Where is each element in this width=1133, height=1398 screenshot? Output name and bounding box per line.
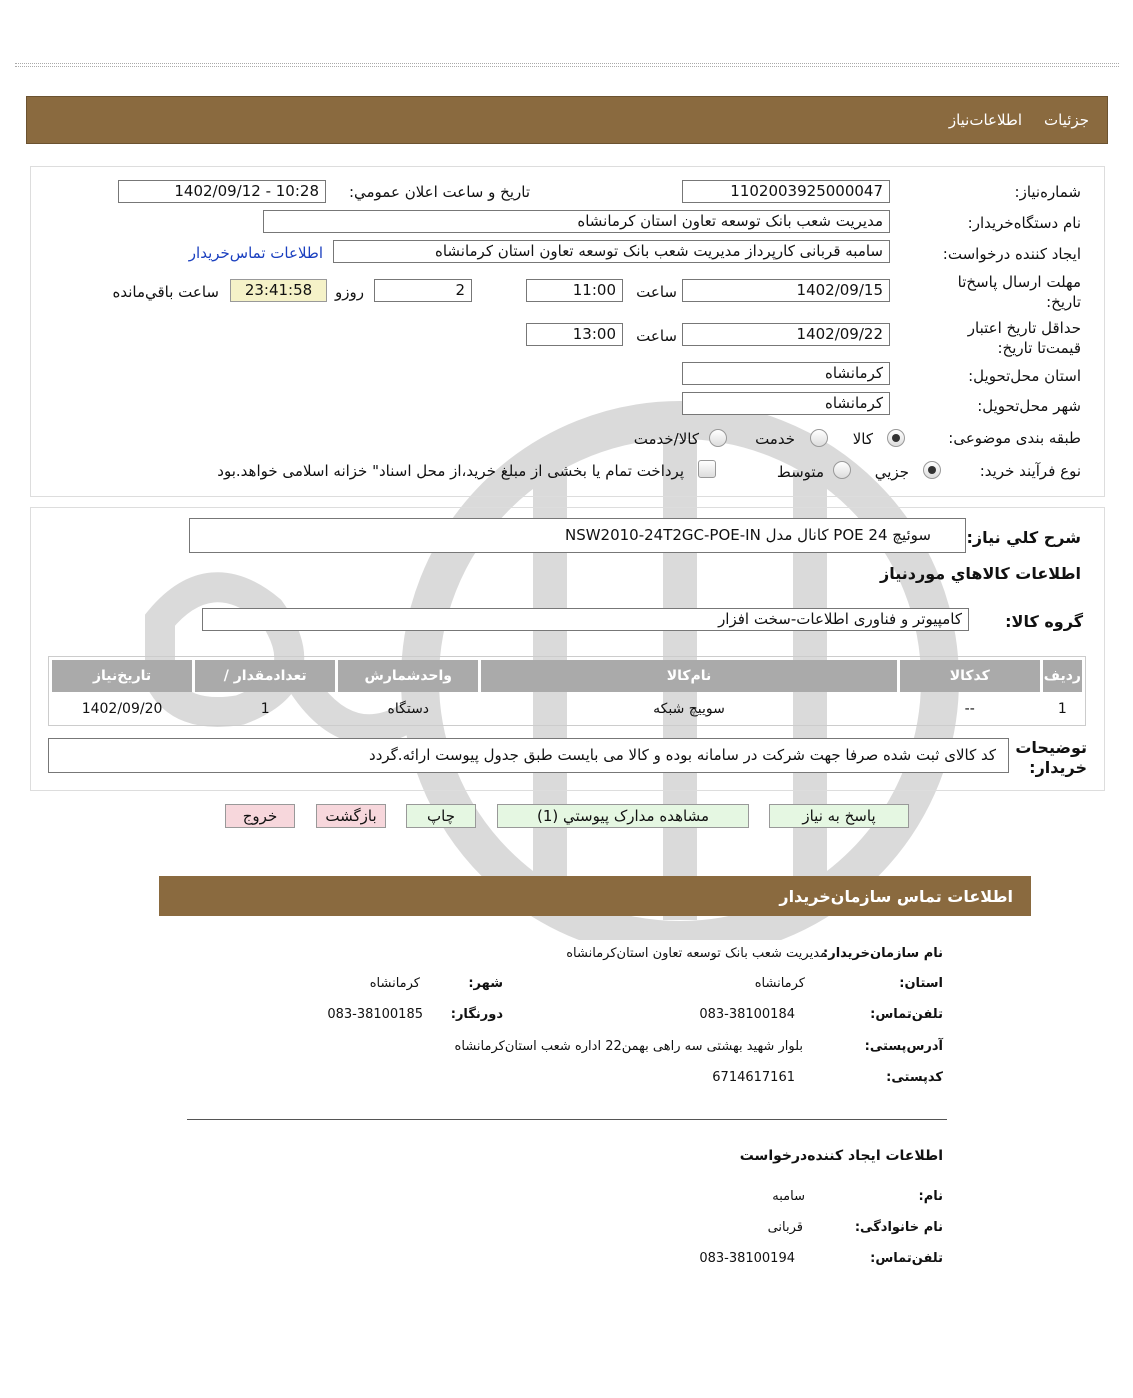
category-goods-radio[interactable]: [887, 429, 905, 447]
creator-family-label: نام خانوادگی:: [854, 1220, 943, 1235]
reply-button[interactable]: پاسخ به نياز: [769, 804, 909, 828]
org-name-value: مدیریت شعب بانک توسعه تعاون استان‌کرمانشاه: [566, 946, 827, 961]
contact-province-label: استان:: [899, 976, 943, 991]
category-goods-service-label: کالا/خدمت: [633, 430, 699, 448]
city-field: کرمانشاه: [682, 392, 890, 415]
postal-code-value: 6714617161: [712, 1070, 795, 1085]
contact-phone-label: تلفن‌تماس:: [870, 1007, 943, 1022]
table-row: [52, 695, 1082, 723]
validity-time-field: 13:00: [526, 323, 623, 346]
view-attachments-button[interactable]: مشاهده مدارک پيوستي (1): [497, 804, 749, 828]
creator-phone-value: 083-38100194: [699, 1251, 795, 1266]
header-bar: [26, 96, 1108, 144]
category-service-label: خدمت: [755, 430, 795, 448]
treasury-payment-checkbox[interactable]: [698, 460, 716, 478]
goods-table-frame: [48, 656, 1086, 726]
category-label: طبقه بندی موضوعی:: [948, 429, 1081, 447]
creator-label: ایجاد کننده درخواست:: [942, 245, 1081, 263]
buyer-notes-label: توضیحات خریدار:: [1015, 738, 1087, 777]
buyer-contact-title: [159, 876, 1031, 916]
col-qty: تعدادمقدار /: [195, 660, 335, 692]
contact-city-value: کرمانشاه: [369, 976, 420, 991]
goods-group-label: گروه کالا:: [1005, 612, 1083, 631]
process-label: نوع فرآیند خرید:: [979, 462, 1081, 480]
col-name: نام‌کالا: [481, 660, 896, 692]
col-row: رديف: [1043, 660, 1082, 692]
creator-family-value: قربانی: [767, 1220, 803, 1235]
contact-address-value: بلوار شهید بهشتی سه راهی بهمن22 اداره شعب استان‌کرمانشاه: [454, 1039, 803, 1054]
col-code: کدکالا: [900, 660, 1040, 692]
goods-table-header: [52, 660, 1082, 692]
cell-name: سوییچ شبکه: [653, 701, 725, 717]
announce-field: 1402/09/12 - 10:28: [118, 180, 326, 203]
goods-table: [49, 657, 1085, 726]
cell-row: 1: [1057, 701, 1067, 717]
province-field: کرمانشاه: [682, 362, 890, 385]
category-goods-label: کالا: [852, 430, 873, 448]
creator-info-title: اطلاعات ایجاد کننده‌درخواست: [739, 1148, 943, 1164]
process-partial-label: جزيي: [874, 463, 909, 481]
validity-time-label: ساعت: [636, 327, 677, 345]
tab-need-info[interactable]: اطلاعات‌نیاز: [948, 111, 1023, 129]
print-button[interactable]: چاپ: [406, 804, 476, 828]
cell-qty: 1: [260, 701, 270, 717]
buyer-field: مدیریت شعب بانک توسعه تعاون استان کرمانشاه: [263, 210, 890, 233]
creator-name-value: سامبه: [772, 1189, 805, 1204]
contact-province-value: کرمانشاه: [754, 976, 805, 991]
process-partial-radio[interactable]: [923, 461, 941, 479]
validity-label: حداقل تاریخ اعتبار قیمت‌تا تاریخ:: [967, 319, 1081, 357]
exit-button[interactable]: خروج: [225, 804, 295, 828]
org-name-label: نام سازمان‌خریدار:: [823, 946, 943, 961]
general-description-field: سوئیچ 24 POE کانال مدل NSW2010-24T2GC-POE-IN: [189, 518, 966, 553]
col-unit: واحدشمارش: [338, 660, 478, 692]
remaining-timer: 23:41:58: [230, 279, 327, 302]
tab-details[interactable]: جزئيات: [1044, 111, 1089, 129]
goods-info-title: اطلاعات کالاهاي موردنياز: [880, 564, 1081, 583]
postal-code-label: کدپستی:: [886, 1070, 943, 1085]
days-label: روزو: [335, 283, 364, 301]
category-service-radio[interactable]: [810, 429, 828, 447]
top-divider: [15, 63, 1119, 67]
process-medium-label: متوسط: [776, 463, 824, 481]
contact-phone-value: 083-38100184: [699, 1007, 795, 1022]
deadline-time-field: 11:00: [526, 279, 623, 302]
contact-fax-label: دورنگار:: [450, 1007, 503, 1022]
buyer-label: نام دستگاه‌خریدار:: [967, 214, 1081, 232]
remaining-label: ساعت باقي‌مانده: [112, 283, 219, 301]
contact-city-label: شهر:: [468, 976, 503, 991]
goods-group-field: کامپیوتر و فناوری اطلاعات-سخت افزار: [202, 608, 969, 631]
treasury-payment-note: پرداخت تمام یا بخشی از مبلغ خرید،از محل اسناد" خزانه اسلامی خواهد.بود: [217, 462, 684, 480]
process-medium-radio[interactable]: [833, 461, 851, 479]
need-number-label: شماره‌نیاز:: [1014, 183, 1081, 201]
creator-phone-label: تلفن‌تماس:: [870, 1251, 943, 1266]
contact-fax-value: 083-38100185: [327, 1007, 423, 1022]
city-label: شهر محل‌تحویل:: [977, 397, 1081, 415]
general-description-label: شرح کلي نیاز:: [966, 528, 1081, 547]
validity-date-field: 1402/09/22: [682, 323, 890, 346]
days-field: 2: [374, 279, 472, 302]
back-button[interactable]: بازگشت: [316, 804, 386, 828]
announce-label: تاريخ و ساعت اعلان عمومي:: [348, 183, 530, 201]
need-number-field: 1102003925000047: [682, 180, 890, 203]
deadline-time-label: ساعت: [636, 283, 677, 301]
deadline-date-field: 1402/09/15: [682, 279, 890, 302]
cell-unit: دستگاه: [387, 701, 430, 717]
category-goods-service-radio[interactable]: [709, 429, 727, 447]
buyer-contact-title-text: اطلاعات تماس سازمان‌خریدار: [779, 886, 1013, 906]
creator-name-label: نام:: [918, 1189, 943, 1204]
contact-address-label: آدرس‌پستی:: [864, 1039, 943, 1054]
cell-date: 1402/09/20: [81, 701, 163, 717]
buyer-contact-link[interactable]: اطلاعات تماس‌خریدار: [188, 244, 323, 262]
deadline-label: مهلت ارسال پاسخ‌تا تاریخ:: [957, 273, 1081, 311]
creator-field: سامبه قربانی کارپرداز مدیریت شعب بانک توسعه تعاون استان کرمانشاه: [333, 240, 890, 263]
col-date: تاريخ‌نیاز: [52, 660, 192, 692]
buyer-notes-field: کد کالای ثبت شده صرفا جهت شرکت در سامانه بوده و کالا می بایست طبق جدول پیوست ارائه.گردد: [48, 738, 1009, 773]
section-divider: [187, 1119, 947, 1120]
province-label: استان محل‌تحویل:: [968, 367, 1081, 385]
cell-code: --: [964, 701, 975, 717]
